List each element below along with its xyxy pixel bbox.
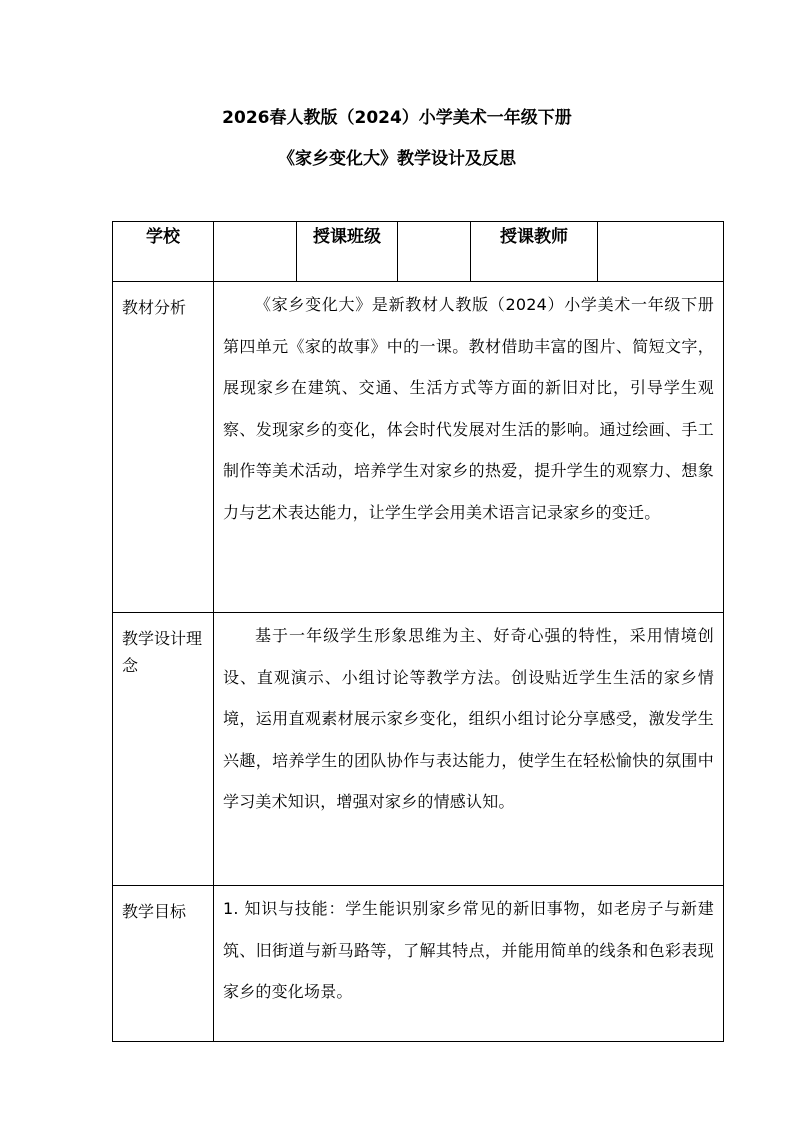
material-analysis-text: 《家乡变化大》是新教材人教版（2024）小学美术一年级下册第四单元《家的故事》中的一课。教材借助丰富的图片、简短文字，展现家乡在建筑、交通、生活方式等方面的新旧对比，引导学生观察、发现家乡的变化，体会时代发展对生活的影响。通过绘画、手工制作等美术活动，培养学生对家乡的热爱，提升学生的观察力、想象力与艺术表达能力，让学生学会用美术语言记录家乡的变迁。 <box>223 295 714 522</box>
table-row-design-concept <box>113 613 724 886</box>
row-label-teaching-goals: 教学目标 <box>113 886 214 1042</box>
teacher-label: 授课教师 <box>471 222 598 282</box>
document-subtitle: 《家乡变化大》教学设计及反思 <box>278 149 516 169</box>
school-value[interactable] <box>214 222 297 282</box>
class-value[interactable] <box>398 222 471 282</box>
teaching-goals-text: 1. 知识与技能：学生能识别家乡常见的新旧事物，如老房子与新建筑、旧街道与新马路等，了解其特点，并能用简单的线条和色彩表现家乡的变化场景。 <box>223 899 714 1001</box>
row-content-design-concept <box>214 613 724 886</box>
table-row-teaching-goals <box>113 886 724 1042</box>
header-row <box>113 222 724 282</box>
document-title: 2026春人教版（2024）小学美术一年级下册 <box>222 108 572 128</box>
lesson-plan-table <box>112 221 724 1042</box>
row-label-material-analysis: 教材分析 <box>113 282 214 613</box>
design-concept-text: 基于一年级学生形象思维为主、好奇心强的特性，采用情境创设、直观演示、小组讨论等教学方法。创设贴近学生生活的家乡情境，运用直观素材展示家乡变化，组织小组讨论分享感受，激发学生兴趣，培养学生的团队协作与表达能力，使学生在轻松愉快的氛围中学习美术知识，增强对家乡的情感认知。 <box>223 626 714 811</box>
row-content-material-analysis <box>214 282 724 613</box>
row-content-teaching-goals <box>214 886 724 1042</box>
table-row-material-analysis <box>113 282 724 613</box>
class-label: 授课班级 <box>297 222 398 282</box>
row-label-design-concept: 教学设计理念 <box>113 613 214 886</box>
teacher-value[interactable] <box>598 222 724 282</box>
school-label: 学校 <box>113 222 214 282</box>
